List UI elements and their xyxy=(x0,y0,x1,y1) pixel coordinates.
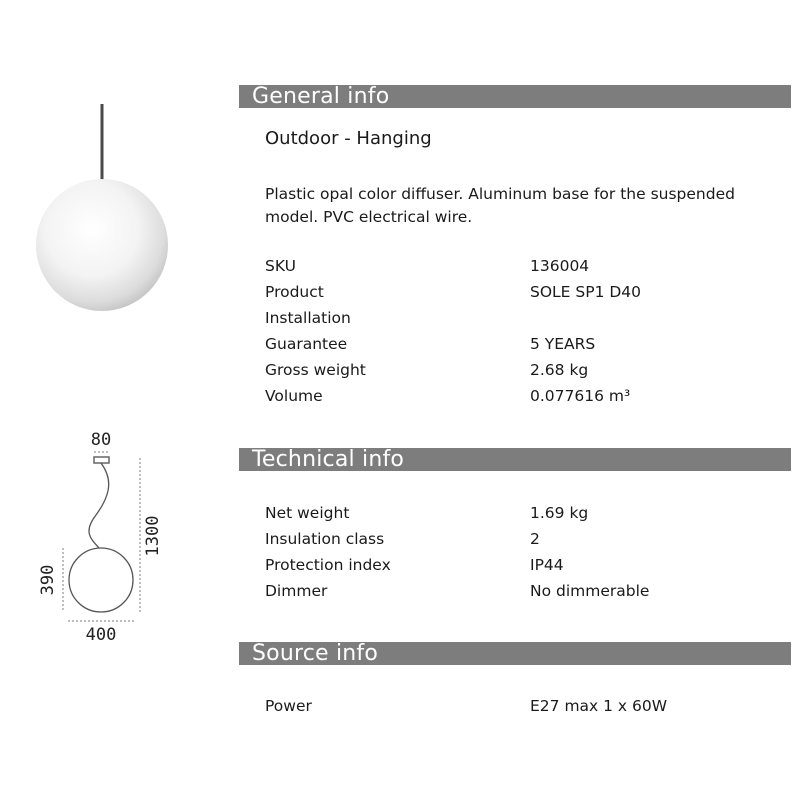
spec-row xyxy=(265,500,785,526)
spec-value: 136004 xyxy=(530,257,590,275)
spec-value: IP44 xyxy=(530,556,564,574)
spec-label: Net weight xyxy=(265,504,350,522)
spec-row xyxy=(265,253,785,279)
spec-label: Dimmer xyxy=(265,582,328,600)
spec-row xyxy=(265,305,785,331)
spec-value: 5 YEARS xyxy=(530,335,596,353)
general-info-table xyxy=(265,253,785,409)
dimension-drawing xyxy=(0,420,230,660)
spec-label: SKU xyxy=(265,257,296,275)
dim-width-label: 400 xyxy=(85,625,117,645)
spec-label: Protection index xyxy=(265,556,391,574)
ceiling-canopy xyxy=(94,457,109,463)
spec-row xyxy=(265,331,785,357)
spec-value: 0.077616 m³ xyxy=(530,387,631,405)
spec-row xyxy=(265,279,785,305)
spec-value: 1.69 kg xyxy=(530,504,589,522)
spec-label: Volume xyxy=(265,387,323,405)
source-info-header: Source info xyxy=(239,642,791,665)
general-info-header: General info xyxy=(239,85,791,108)
spec-row xyxy=(265,578,785,604)
spec-row xyxy=(265,357,785,383)
spec-label: Insulation class xyxy=(265,530,385,548)
drawing-globe xyxy=(69,548,133,612)
spec-label: Gross weight xyxy=(265,361,366,379)
spec-value: 2 xyxy=(530,530,540,548)
spec-label: Power xyxy=(265,697,312,715)
spec-row xyxy=(265,383,785,409)
globe-diffuser xyxy=(36,179,168,311)
dim-top-label: 80 xyxy=(90,430,112,450)
spec-label: Guarantee xyxy=(265,335,348,353)
dim-diameter-label: 390 xyxy=(38,564,58,596)
spec-row xyxy=(265,526,785,552)
drawing-cable xyxy=(89,463,109,549)
spec-row xyxy=(265,693,785,719)
technical-info-table xyxy=(265,500,785,604)
spec-value: 2.68 kg xyxy=(530,361,589,379)
product-image xyxy=(0,0,230,400)
spec-value: E27 max 1 x 60W xyxy=(530,697,668,715)
product-category: Outdoor - Hanging xyxy=(265,128,432,149)
spec-label: Product xyxy=(265,283,324,301)
spec-value: No dimmerable xyxy=(530,582,650,600)
spec-value: SOLE SP1 D40 xyxy=(530,283,642,301)
dim-height-label: 1300 xyxy=(143,515,163,557)
source-info-table xyxy=(265,693,785,719)
spec-label: Installation xyxy=(265,309,351,327)
product-description: Plastic opal color diffuser. Aluminum base for the suspended model. PVC electrical wire. xyxy=(265,185,735,226)
left-column xyxy=(0,0,230,800)
spec-row xyxy=(265,552,785,578)
technical-info-header: Technical info xyxy=(239,448,791,471)
